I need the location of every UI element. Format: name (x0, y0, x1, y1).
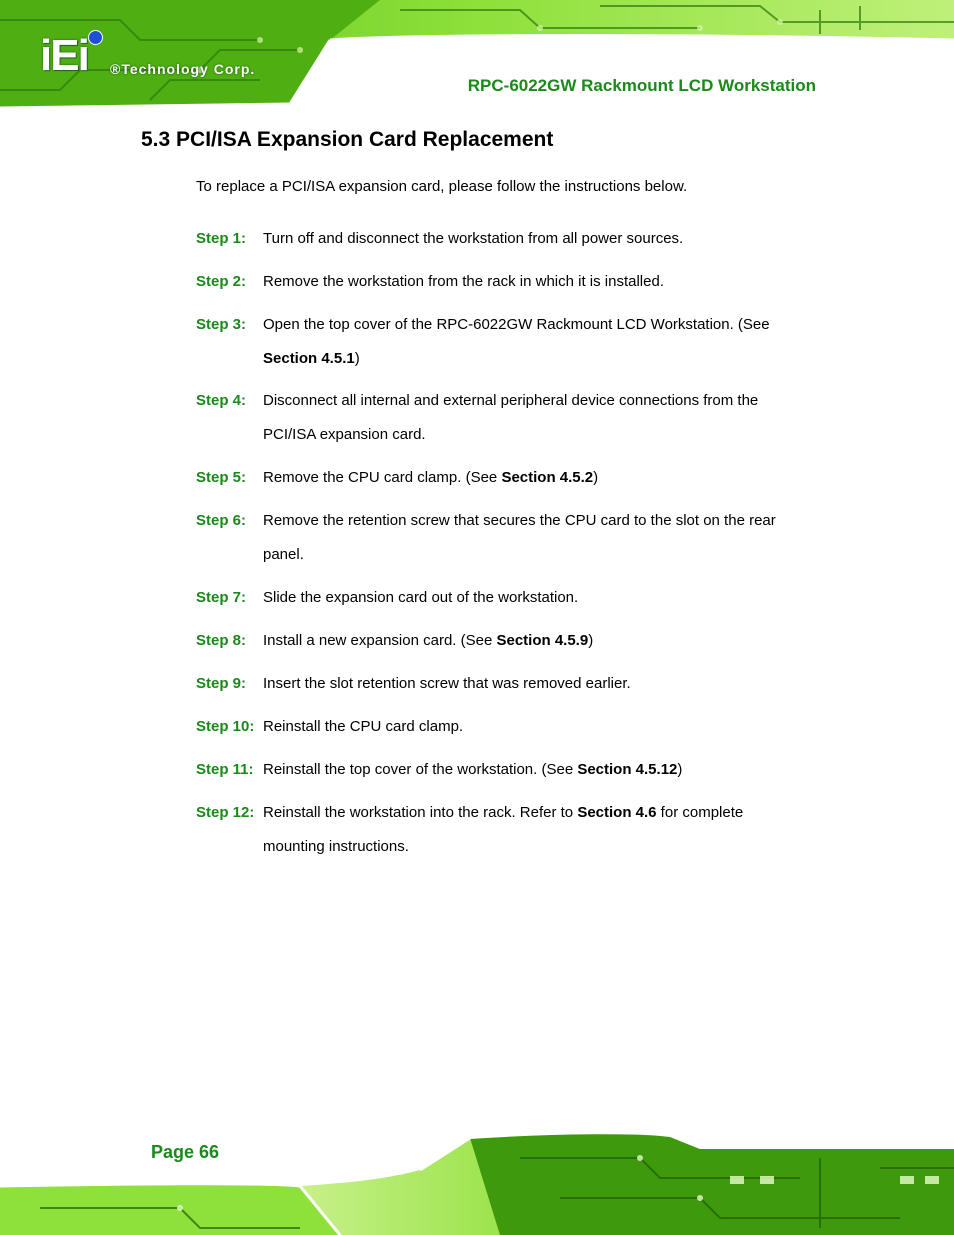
step-label: Step 8: (196, 632, 247, 649)
section-reference: Section 4.5.12 (577, 761, 678, 778)
iei-logo: iEi (40, 31, 88, 80)
step-7 (196, 581, 816, 615)
section-reference: Section 4.5.2 (501, 469, 594, 486)
step-label: Step 4: (196, 392, 247, 409)
step-text: Reinstall the workstation into the rack. Refer to Section 4.6 for complete mounting instructions. (263, 804, 744, 855)
logo-dot-icon (88, 30, 103, 45)
step-label: Step 5: (196, 469, 247, 486)
step-text: Remove the retention screw that secures the CPU card to the slot on the rear panel. (263, 512, 776, 563)
intro-paragraph: To replace a PCI/ISA expansion card, please follow the instructions below. (196, 178, 688, 195)
step-12 (196, 796, 816, 864)
step-text: Disconnect all internal and external peripheral device connections from the PCI/ISA expansion card. (263, 392, 759, 443)
step-3 (196, 308, 816, 376)
step-label: Step 2: (196, 273, 247, 290)
step-text: Reinstall the top cover of the workstation. (See Section 4.5.12) (263, 761, 683, 778)
step-label: Step 3: (196, 316, 247, 333)
step-text: Remove the CPU card clamp. (See Section 4.5.2) (263, 469, 599, 486)
step-label: Step 11: (196, 761, 254, 778)
step-text: Remove the workstation from the rack in which it is installed. (263, 273, 664, 290)
step-label: Step 9: (196, 675, 247, 692)
step-text: Open the top cover of the RPC-6022GW Rackmount LCD Workstation. (See Section 4.5.1) (263, 316, 770, 367)
document-title: RPC-6022GW Rackmount LCD Workstation (467, 76, 816, 95)
section-title: 5.3 PCI/ISA Expansion Card Replacement (141, 128, 554, 151)
step-4 (196, 384, 816, 452)
step-2 (196, 265, 816, 299)
step-label: Step 7: (196, 589, 247, 606)
step-text: Install a new expansion card. (See Section 4.5.9) (263, 632, 594, 649)
step-6 (196, 504, 816, 572)
step-9 (196, 667, 816, 701)
footer-banner (0, 1128, 954, 1235)
step-11 (196, 753, 816, 787)
step-8 (196, 624, 816, 658)
page-number: Page 66 (151, 1142, 220, 1162)
step-10 (196, 710, 816, 744)
step-text: Reinstall the CPU card clamp. (263, 718, 464, 735)
step-text: Slide the expansion card out of the workstation. (263, 589, 579, 606)
section-reference: Section 4.5.9 (496, 632, 589, 649)
step-text: Insert the slot retention screw that was removed earlier. (263, 675, 631, 692)
step-label: Step 10: (196, 718, 255, 735)
step-label: Step 12: (196, 804, 255, 821)
step-label: Step 1: (196, 230, 247, 247)
step-label: Step 6: (196, 512, 247, 529)
circuit-board-background (0, 1128, 954, 1235)
logo-subtitle: ®Technology Corp. (110, 61, 256, 77)
step-1 (196, 222, 816, 256)
step-text: Turn off and disconnect the workstation from all power sources. (263, 230, 684, 247)
section-reference: Section 4.5.1 (263, 350, 355, 367)
step-5 (196, 461, 816, 495)
section-reference: Section 4.6 (577, 804, 657, 821)
